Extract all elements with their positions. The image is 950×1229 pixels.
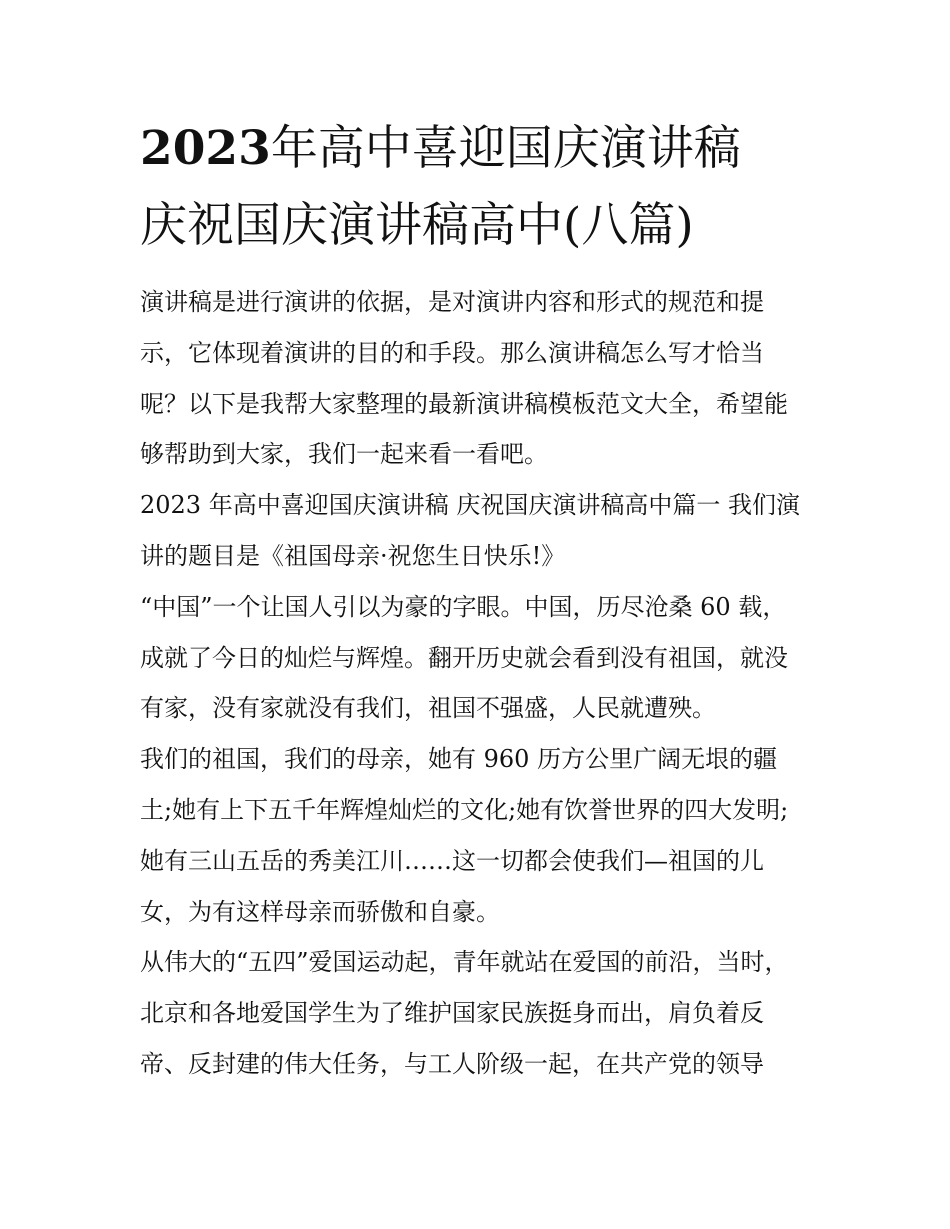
text-line: 女，为有这样母亲而骄傲和自豪。 — [140, 897, 500, 926]
text-line: 土;她有上下五千年辉煌灿烂的文化;她有饮誉世界的四大发明; — [140, 795, 789, 824]
text-line: 成就了今日的灿烂与辉煌。翻开历史就会看到没有祖国，就没 — [140, 643, 788, 672]
body-text — [140, 277, 830, 1090]
text-line: 呢？以下是我帮大家整理的最新演讲稿模板范文大全，希望能 — [140, 389, 788, 418]
text-line: 北京和各地爱国学生为了维护国家民族挺身而出，肩负着反 — [140, 999, 764, 1028]
text-line: 帝、反封建的伟大任务，与工人阶级一起，在共产党的领导 — [140, 1049, 764, 1078]
title-line-2: 庆祝国庆演讲稿高中(八篇) — [140, 198, 694, 253]
text-line: 我们的祖国，我们的母亲，她有 960 历方公里广阔无垠的疆 — [140, 745, 778, 774]
title-line-1 — [140, 121, 820, 177]
text-line: 够帮助到大家，我们一起来看一看吧。 — [140, 440, 548, 469]
text-line: 她有三山五岳的秀美江川……这一切都会使我们—祖国的儿 — [140, 846, 764, 875]
title-year: 2023 — [140, 121, 271, 176]
text-line: “中国”一个让国人引以为豪的字眼。中国，历尽沧桑 60 载， — [140, 592, 787, 621]
text-line: 有家，没有家就没有我们，祖国不强盛，人民就遭殃。 — [140, 694, 716, 723]
text-line: 2023 年高中喜迎国庆演讲稿 庆祝国庆演讲稿高中篇一 我们演 — [140, 491, 800, 520]
text-line: 从伟大的“五四”爱国运动起，青年就站在爱国的前沿，当时， — [140, 948, 789, 977]
text-line: 讲的题目是《祖国母亲·祝您生日快乐!》 — [140, 541, 566, 570]
text-line: 演讲稿是进行演讲的依据，是对演讲内容和形式的规范和提 — [140, 288, 764, 316]
title-line-1-text: 年高中喜迎国庆演讲稿 — [270, 121, 741, 176]
text-line: 示，它体现着演讲的目的和手段。那么演讲稿怎么写才恰当 — [140, 338, 764, 367]
